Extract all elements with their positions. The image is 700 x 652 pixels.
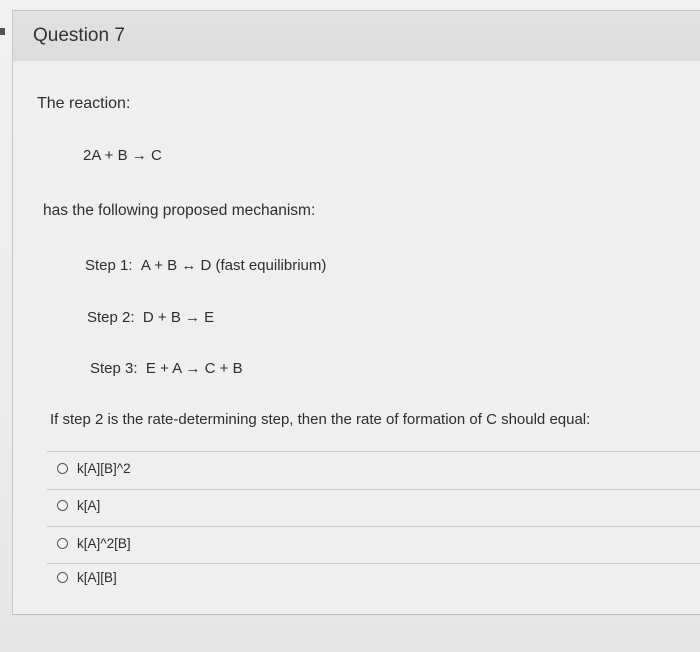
option-label: k[A]^2[B] — [77, 535, 131, 551]
radio-icon[interactable] — [57, 463, 68, 474]
step-equation: E + A → C + B — [145, 360, 243, 377]
step-equation: A + B ↔ D (fast equilibrium) — [140, 257, 327, 274]
divider — [47, 563, 700, 564]
option-label: k[A][B]^2 — [77, 460, 131, 476]
divider — [47, 526, 700, 527]
question-prompt: If step 2 is the rate-determining step, then the rate of formation of C should equal: — [50, 411, 591, 428]
answer-option-2[interactable] — [57, 494, 100, 516]
intro-text: The reaction: — [37, 95, 131, 112]
radio-icon[interactable] — [57, 500, 68, 511]
left-edge-marker — [0, 28, 5, 35]
answer-option-4[interactable] — [57, 566, 117, 588]
option-label: k[A][B] — [77, 569, 117, 585]
question-header — [12, 10, 700, 62]
divider — [47, 451, 700, 452]
step-label: Step 2: — [87, 309, 135, 326]
step-label: Step 1: — [85, 257, 133, 274]
radio-icon[interactable] — [57, 538, 68, 549]
question-body — [12, 61, 700, 615]
answer-option-3[interactable] — [57, 532, 131, 554]
divider — [47, 489, 700, 490]
mechanism-step-1 — [85, 257, 326, 274]
step-label: Step 3: — [90, 360, 138, 377]
question-title: Question 7 — [33, 25, 125, 46]
option-label: k[A] — [77, 497, 101, 513]
overall-reaction: 2A + B → C — [83, 147, 162, 164]
radio-icon[interactable] — [57, 572, 68, 583]
mechanism-step-3 — [90, 360, 243, 377]
answer-option-1[interactable] — [57, 457, 131, 479]
mechanism-intro: has the following proposed mechanism: — [43, 202, 316, 219]
mechanism-step-2 — [87, 309, 214, 326]
step-equation: D + B → E — [142, 309, 215, 326]
